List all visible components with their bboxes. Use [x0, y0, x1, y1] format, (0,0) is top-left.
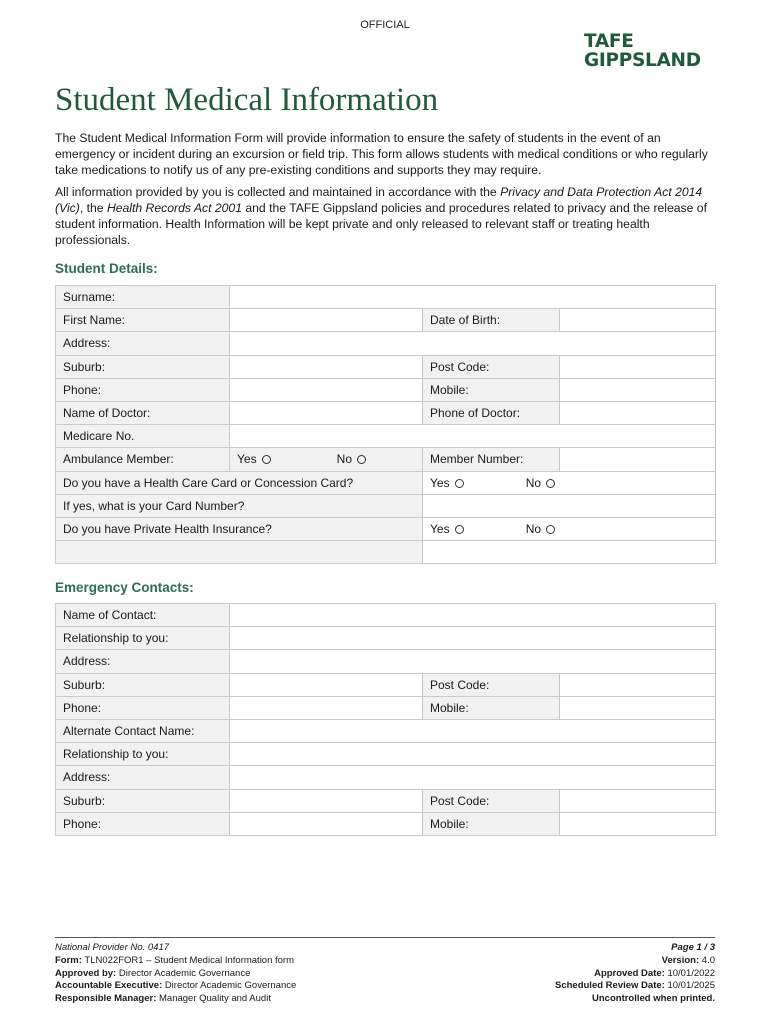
health-card-options	[423, 471, 716, 494]
alt-mobile-field[interactable]	[560, 812, 716, 835]
doctor-phone-label: Phone of Doctor:	[423, 401, 560, 424]
alt-contact-name-label: Alternate Contact Name:	[56, 719, 230, 742]
student-details-table	[55, 285, 716, 564]
contact-suburb-label: Suburb:	[56, 673, 230, 696]
radio-icon[interactable]	[455, 525, 464, 534]
student-details-heading: Student Details:	[55, 261, 158, 276]
address-field[interactable]	[230, 332, 716, 355]
post-code-label: Post Code:	[423, 355, 560, 378]
approved-date-info	[555, 968, 715, 981]
phone-label: Phone:	[56, 378, 230, 401]
footer-right	[555, 942, 715, 1006]
ambulance-label: Ambulance Member:	[56, 448, 230, 471]
footer-divider	[55, 937, 715, 938]
emergency-contacts-table	[55, 603, 716, 836]
table-row	[56, 673, 716, 696]
table-row	[56, 425, 716, 448]
doctor-name-label: Name of Doctor:	[56, 401, 230, 424]
health-card-no-option[interactable]	[526, 476, 555, 490]
table-row	[56, 494, 716, 517]
first-name-label: First Name:	[56, 309, 230, 332]
accountable-value: Director Academic Governance	[164, 980, 297, 992]
p2-text-c: , the	[79, 201, 107, 215]
form-info	[55, 955, 296, 968]
table-row	[56, 650, 716, 673]
review-date-info	[555, 980, 715, 993]
alt-address-field[interactable]	[230, 766, 716, 789]
alt-post-code-label: Post Code:	[423, 789, 560, 812]
ambulance-options	[230, 448, 423, 471]
manager-value: Manager Quality and Audit	[159, 993, 271, 1005]
surname-field[interactable]	[230, 286, 716, 309]
radio-icon[interactable]	[357, 455, 366, 464]
alt-suburb-label: Suburb:	[56, 789, 230, 812]
table-row	[56, 604, 716, 627]
doctor-phone-field[interactable]	[560, 401, 716, 424]
table-row	[56, 696, 716, 719]
table-row	[56, 378, 716, 401]
table-row	[56, 541, 716, 564]
table-row	[56, 812, 716, 835]
insurance-no-option[interactable]	[526, 522, 555, 536]
alt-relationship-label: Relationship to you:	[56, 743, 230, 766]
mobile-field[interactable]	[560, 378, 716, 401]
contact-suburb-field[interactable]	[230, 673, 423, 696]
yes-label: Yes	[430, 521, 450, 536]
no-label: No	[525, 475, 542, 490]
review-date-label: Scheduled Review Date:	[555, 980, 665, 992]
uncontrolled-notice: Uncontrolled when printed.	[592, 993, 715, 1005]
health-card-yes-option[interactable]	[430, 476, 464, 490]
medicare-field[interactable]	[230, 425, 716, 448]
private-insurance-question: Do you have Private Health Insurance?	[56, 517, 423, 540]
card-number-question: If yes, what is your Card Number?	[56, 494, 423, 517]
review-date-value: 10/01/2025	[667, 980, 715, 992]
member-number-field[interactable]	[560, 448, 716, 471]
radio-icon[interactable]	[546, 525, 555, 534]
form-value: TLN022FOR1 – Student Medical Information form	[84, 954, 295, 966]
logo-line-1: TAFE	[584, 31, 634, 52]
contact-phone-field[interactable]	[230, 696, 423, 719]
radio-icon[interactable]	[455, 479, 464, 488]
privacy-act-ref: Privacy and Data Protection Act 2014 (Vic)	[55, 185, 703, 215]
address-label: Address:	[56, 332, 230, 355]
approved-by-value: Director Academic Governance	[118, 967, 251, 979]
accountable-info	[55, 980, 296, 993]
radio-icon[interactable]	[546, 479, 555, 488]
card-number-field[interactable]	[423, 494, 716, 517]
yes-label: Yes	[237, 452, 257, 467]
ambulance-no-option[interactable]	[337, 452, 366, 466]
alt-post-code-field[interactable]	[560, 789, 716, 812]
mobile-label: Mobile:	[423, 378, 560, 401]
emergency-contacts-heading: Emergency Contacts:	[55, 580, 194, 595]
table-row	[56, 517, 716, 540]
alt-phone-label: Phone:	[56, 812, 230, 835]
contact-address-label: Address:	[56, 650, 230, 673]
insurance-yes-option[interactable]	[430, 522, 464, 536]
private-insurance-options	[423, 517, 716, 540]
alt-contact-name-field[interactable]	[230, 719, 716, 742]
p2-text-a: All information provided by you is collected and maintained in accordance with the	[55, 185, 501, 199]
table-row	[56, 766, 716, 789]
table-row	[56, 789, 716, 812]
health-card-question: Do you have a Health Care Card or Concession Card?	[56, 471, 423, 494]
page-title: Student Medical Information	[55, 82, 439, 118]
classification-label: OFFICIAL	[360, 19, 410, 31]
approved-by-label: Approved by:	[55, 967, 117, 979]
post-code-field[interactable]	[560, 355, 716, 378]
surname-label: Surname:	[56, 286, 230, 309]
version-info	[555, 955, 715, 968]
blank-field[interactable]	[423, 541, 716, 564]
doctor-name-field[interactable]	[230, 401, 423, 424]
tafe-gippsland-logo	[584, 32, 701, 70]
alt-address-label: Address:	[56, 766, 230, 789]
table-row	[56, 719, 716, 742]
table-row	[56, 332, 716, 355]
contact-phone-label: Phone:	[56, 696, 230, 719]
phone-field[interactable]	[230, 378, 423, 401]
intro-paragraph-2	[55, 184, 720, 248]
table-row	[56, 743, 716, 766]
version-value: 4.0	[701, 954, 715, 966]
table-row	[56, 286, 716, 309]
health-records-act-ref: Health Records Act 2001	[106, 201, 242, 215]
contact-name-label: Name of Contact:	[56, 604, 230, 627]
manager-label: Responsible Manager:	[55, 993, 157, 1005]
no-label: No	[525, 521, 542, 536]
table-row	[56, 355, 716, 378]
approved-date-value: 10/01/2022	[667, 967, 715, 979]
page-number: Page 1 / 3	[671, 942, 715, 953]
alt-phone-field[interactable]	[230, 812, 423, 835]
table-row	[56, 401, 716, 424]
approved-date-label: Approved Date:	[594, 967, 665, 979]
contact-address-field[interactable]	[230, 650, 716, 673]
table-row	[56, 627, 716, 650]
provider-number: National Provider No. 0417	[55, 942, 170, 953]
suburb-field[interactable]	[230, 355, 423, 378]
accountable-label: Accountable Executive:	[55, 980, 163, 992]
table-row	[56, 309, 716, 332]
blank-label-cell	[56, 541, 423, 564]
dob-label: Date of Birth:	[423, 309, 560, 332]
form-label: Form:	[55, 954, 82, 966]
first-name-field[interactable]	[230, 309, 423, 332]
logo-line-2: GIPPSLAND	[584, 50, 701, 71]
contact-mobile-field[interactable]	[560, 696, 716, 719]
member-number-label: Member Number:	[423, 448, 560, 471]
manager-info	[55, 993, 296, 1006]
approved-by-info	[55, 968, 296, 981]
no-label: No	[336, 452, 352, 467]
contact-post-code-label: Post Code:	[423, 673, 560, 696]
version-label: Version:	[661, 954, 700, 966]
medicare-label: Medicare No.	[56, 425, 230, 448]
intro-paragraph-1: The Student Medical Information Form will provide information to ensure the safety of students in the event of an emergency or incident during an excursion or field trip. This form allows students with medical conditions or who regularly take medications to notify us of any pre-existing conditions and supports they may require.	[55, 131, 708, 177]
relationship-label: Relationship to you:	[56, 627, 230, 650]
alt-mobile-label: Mobile:	[423, 812, 560, 835]
contact-name-field[interactable]	[230, 604, 716, 627]
contact-post-code-field[interactable]	[560, 673, 716, 696]
contact-mobile-label: Mobile:	[423, 696, 560, 719]
radio-icon[interactable]	[262, 455, 271, 464]
suburb-label: Suburb:	[56, 355, 230, 378]
yes-label: Yes	[430, 475, 450, 490]
footer-left	[55, 942, 296, 1006]
dob-field[interactable]	[560, 309, 716, 332]
alt-relationship-field[interactable]	[230, 743, 716, 766]
relationship-field[interactable]	[230, 627, 716, 650]
alt-suburb-field[interactable]	[230, 789, 423, 812]
table-row	[56, 448, 716, 471]
table-row	[56, 471, 716, 494]
p2-text-e: and the TAFE Gippsland policies and procedures related to privacy and the release of student information. Health Information will be kept private and only released to relevant staff or treating health professionals.	[55, 201, 707, 247]
ambulance-yes-option[interactable]	[237, 452, 271, 466]
